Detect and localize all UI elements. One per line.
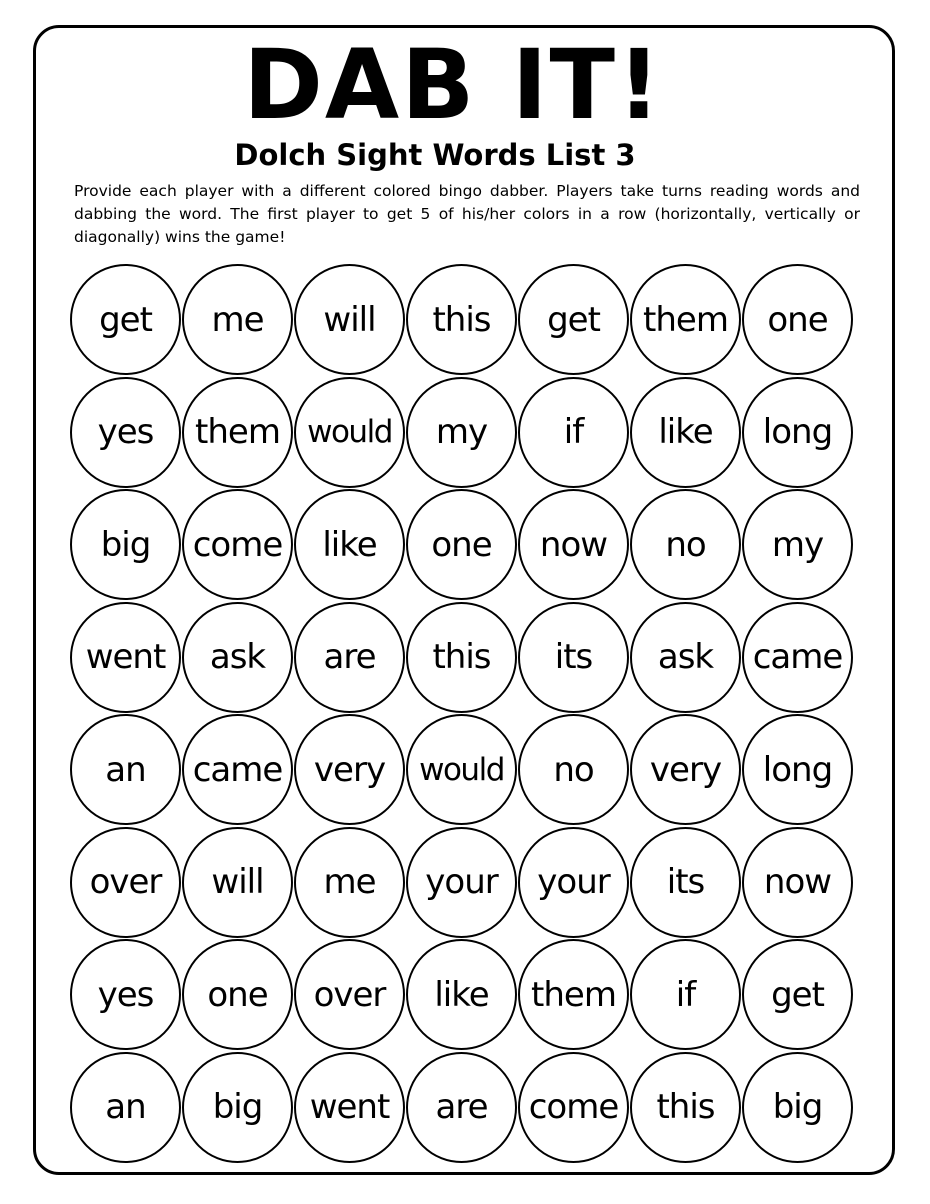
word-circle[interactable] [742, 602, 853, 713]
word-circle[interactable] [518, 602, 629, 713]
word-label: get [99, 299, 152, 340]
word-circle[interactable] [518, 939, 629, 1050]
word-circle[interactable] [182, 264, 293, 375]
word-circle[interactable] [294, 264, 405, 375]
word-label: an [105, 749, 146, 790]
bingo-board [70, 264, 858, 1160]
word-circle[interactable] [406, 602, 517, 713]
word-label: get [547, 299, 600, 340]
word-circle[interactable] [406, 264, 517, 375]
word-label: went [309, 1087, 390, 1127]
word-circle[interactable] [294, 714, 405, 825]
word-circle[interactable] [294, 489, 405, 600]
word-label: went [85, 637, 166, 677]
word-circle[interactable] [182, 602, 293, 713]
word-label: would [419, 751, 504, 788]
word-label: would [307, 414, 392, 450]
word-label: them [531, 974, 616, 1015]
word-label: came [192, 749, 283, 790]
word-circle[interactable] [182, 939, 293, 1050]
word-circle[interactable] [406, 377, 517, 488]
word-label: this [432, 299, 491, 340]
word-circle[interactable] [742, 939, 853, 1050]
word-label: long [762, 749, 833, 790]
word-label: an [105, 1087, 146, 1127]
word-label: yes [97, 412, 154, 452]
word-circle[interactable] [630, 939, 741, 1050]
word-circle[interactable] [182, 489, 293, 600]
word-circle[interactable] [182, 377, 293, 488]
word-label: this [656, 1087, 715, 1127]
word-label: if [675, 974, 696, 1015]
word-circle[interactable] [630, 264, 741, 375]
page-subtitle: Dolch Sight Words List 3 [234, 138, 636, 172]
word-label: will [211, 862, 264, 902]
word-label: are [323, 637, 376, 677]
word-circle[interactable] [406, 939, 517, 1050]
word-label: me [211, 299, 264, 340]
word-circle[interactable] [406, 1052, 517, 1163]
word-circle[interactable] [406, 489, 517, 600]
word-label: came [752, 637, 843, 677]
word-label: its [666, 862, 705, 902]
word-circle[interactable] [630, 602, 741, 713]
word-circle[interactable] [70, 714, 181, 825]
word-circle[interactable] [406, 714, 517, 825]
word-circle[interactable] [70, 264, 181, 375]
word-label: my [771, 524, 824, 565]
word-circle[interactable] [294, 602, 405, 713]
word-circle[interactable] [518, 1052, 629, 1163]
word-circle[interactable] [70, 602, 181, 713]
word-label: like [322, 524, 377, 565]
word-circle[interactable] [742, 377, 853, 488]
word-label: are [435, 1087, 488, 1127]
word-label: them [195, 412, 280, 452]
word-label: no [553, 749, 594, 790]
word-circle[interactable] [70, 827, 181, 938]
word-label: like [658, 412, 713, 452]
word-label: will [323, 299, 376, 340]
word-label: like [434, 974, 489, 1015]
word-label: now [763, 862, 832, 902]
word-circle[interactable] [630, 377, 741, 488]
word-label: my [435, 412, 488, 452]
word-label: this [432, 637, 491, 677]
instructions-text: Provide each player with a different colored bingo dabber. Players take turns reading words and dabbing the word. The first player to get 5 of his/her colors in a row (horizontally, vertically or diagonally) wins the game! [74, 182, 860, 246]
word-label: big [772, 1087, 823, 1127]
word-label: ask [657, 637, 714, 677]
word-label: no [665, 524, 706, 565]
word-circle[interactable] [182, 714, 293, 825]
word-label: if [563, 412, 584, 452]
word-circle[interactable] [630, 714, 741, 825]
word-circle[interactable] [742, 264, 853, 375]
word-label: ask [209, 637, 266, 677]
word-circle[interactable] [70, 377, 181, 488]
word-circle[interactable] [742, 827, 853, 938]
word-circle[interactable] [294, 377, 405, 488]
word-label: one [767, 299, 828, 340]
word-label: very [649, 749, 722, 790]
word-circle[interactable] [294, 827, 405, 938]
word-label: one [207, 974, 268, 1015]
word-label: over [89, 862, 162, 902]
word-circle[interactable] [518, 377, 629, 488]
word-circle[interactable] [630, 489, 741, 600]
word-circle[interactable] [294, 1052, 405, 1163]
word-label: very [313, 749, 386, 790]
word-label: get [771, 974, 824, 1015]
word-circle[interactable] [70, 1052, 181, 1163]
word-circle[interactable] [518, 827, 629, 938]
word-circle[interactable] [518, 489, 629, 600]
page-title: DAB IT! [243, 29, 663, 141]
word-label: your [425, 862, 498, 902]
word-circle[interactable] [518, 714, 629, 825]
word-label: now [539, 524, 608, 565]
word-circle[interactable] [70, 489, 181, 600]
word-label: your [537, 862, 610, 902]
word-circle[interactable] [742, 489, 853, 600]
word-circle[interactable] [518, 264, 629, 375]
word-label: one [431, 524, 492, 565]
word-label: come [528, 1087, 619, 1127]
word-label: long [762, 412, 833, 452]
word-circle[interactable] [742, 1052, 853, 1163]
word-label: over [313, 974, 386, 1015]
word-label: them [643, 299, 728, 340]
word-circle[interactable] [70, 939, 181, 1050]
word-label: yes [97, 974, 154, 1015]
word-circle[interactable] [182, 1052, 293, 1163]
word-circle[interactable] [630, 1052, 741, 1163]
word-label: big [100, 524, 151, 565]
word-circle[interactable] [630, 827, 741, 938]
word-circle[interactable] [182, 827, 293, 938]
word-circle[interactable] [406, 827, 517, 938]
word-circle[interactable] [742, 714, 853, 825]
word-circle[interactable] [294, 939, 405, 1050]
word-label: big [212, 1087, 263, 1127]
word-label: me [323, 862, 376, 902]
word-label: come [192, 524, 283, 565]
word-label: its [554, 637, 593, 677]
